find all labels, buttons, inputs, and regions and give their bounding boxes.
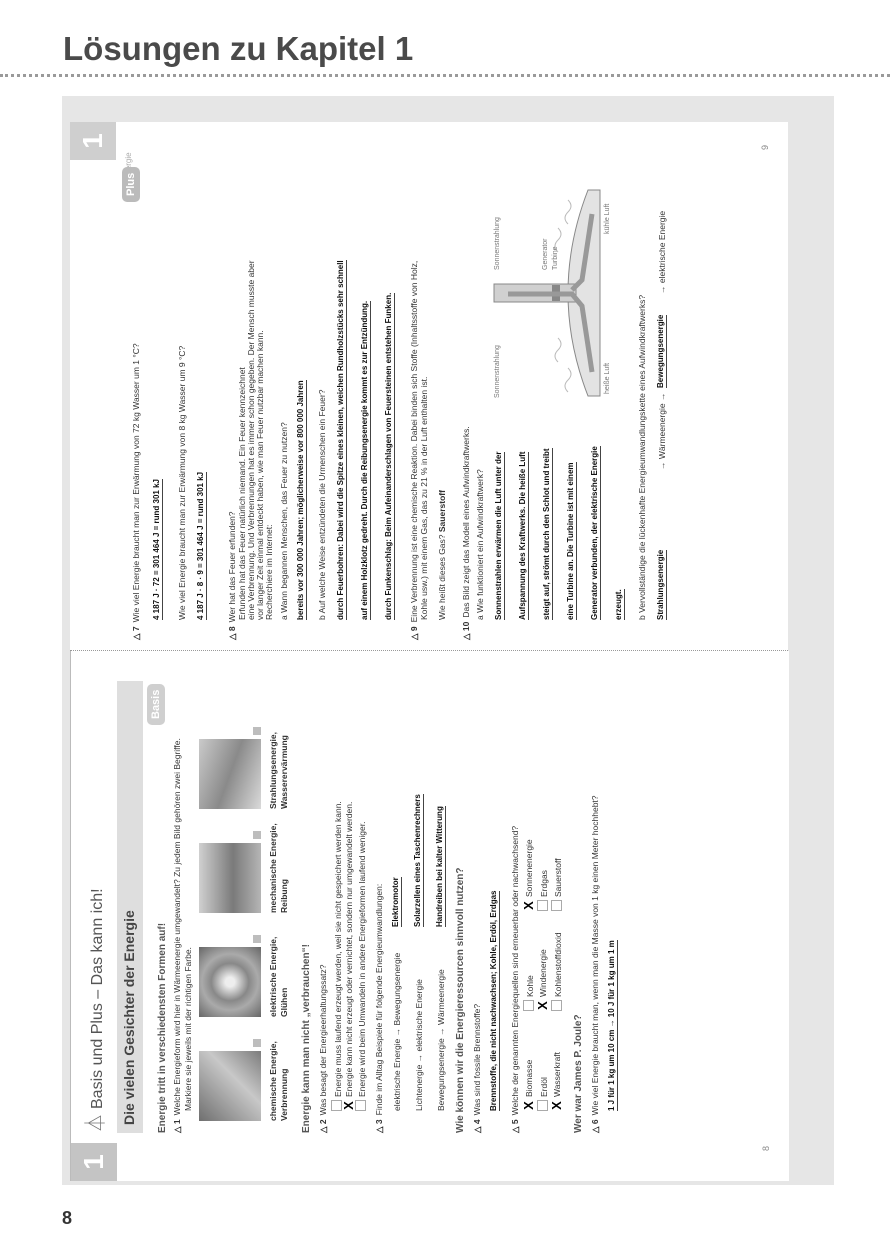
q8-a-text: a Wann begannen Menschen, das Feuer zu nutzen? (279, 422, 289, 620)
q3-answer-3: Handreiben bei kalter Witterung (435, 806, 444, 927)
updraft-plant-diagram (488, 184, 614, 402)
chain-strahlungsenergie: Strahlungsenergie (656, 549, 665, 620)
chapter-header-text: Basis und Plus – Das kann ich! (89, 888, 106, 1109)
q1-line2: Markiere sie jeweils mit der richtigen Farbe. (183, 947, 193, 1111)
label-sun-right: Sonnenstrahlung (494, 217, 501, 270)
chain-elektrische-energie: → elektrische Energie (657, 210, 667, 294)
label-sun-left: Sonnenstrahlung (494, 345, 501, 398)
label-cool-air: kühle Luft (604, 203, 611, 234)
q3-answer-2: Solarzellen eines Taschenrechners (413, 794, 422, 927)
chain-bewegungsenergie: Bewegungsenergie (656, 314, 665, 388)
q5-item-biomasse: XBiomasse (521, 1059, 536, 1110)
q8-b-answer-2: auf einem Holzklotz gedreht. Durch die Reibungsenergie kommt es zur Entzündung. (360, 300, 369, 620)
q5-text: △ 5Welche der genannten Energiequellen sind erneuerbar oder nachwachsend? (510, 825, 520, 1133)
q2-option-1: Energie muss laufend erzeugt werden, weil sie nicht gespeichert werden kann. (331, 801, 344, 1111)
marker-square (253, 1039, 261, 1047)
q5-item-kohle: Kohle (523, 975, 536, 1011)
photo-stove (199, 947, 261, 1017)
q10-a-answer-3: steigt auf, strömt durch den Schlot und treibt (542, 448, 551, 620)
q10-a-text: a Wie funktioniert ein Aufwindkraftwerk? (475, 469, 485, 620)
marker-square (253, 935, 261, 943)
section-bar (117, 681, 143, 1133)
q8-b-answer-1: durch Feuerbohren: Dabei wird die Spitze eines kleinen, weichen Rundholzstücks sehr schnell (336, 260, 345, 620)
q8-b-answer-3: durch Funkenschlag: Beim Aufeinanderschlagen von Feuersteinen entstehen Funken. (384, 292, 393, 620)
q8-intro-2: eine Verbrennung. Und Verbrennungen hat es immer schon gegeben. Der Mensch musste aber (246, 260, 256, 620)
caption-2b: Glühen (279, 987, 289, 1017)
q4-text: △ 4Was sind fossile Brennstoffe? (472, 1003, 482, 1133)
q7-answer: 4 187 J · 72 = 301 464 J = rund 301 kJ (152, 479, 161, 620)
q9-text-1: △ 9Eine Verbrennung ist eine chemische Reaktion. Dabei binden sich Stoffe (Inhaltsstoffe von Holz, (409, 260, 419, 640)
photo-fire (199, 1051, 261, 1121)
chapter-header (79, 888, 108, 1133)
q5-item-wasserkraft: XWasserkraft (549, 1051, 564, 1110)
q10-text: △ 10Das Bild zeigt das Modell eines Aufwindkraftwerks. (461, 426, 471, 640)
dotted-divider (0, 74, 890, 77)
label-turbine: Turbine (552, 246, 559, 270)
q8-b-text: b Auf welche Weise entzündeten die Urmenschen ein Feuer? (317, 389, 327, 620)
q3-label-3: Bewegungsenergie → Wärmeenergie (436, 969, 446, 1111)
triangle-logo-icon: ⏃ (85, 1113, 107, 1133)
caption-1b: Verbrennung (279, 1068, 289, 1121)
q5-item-sonnenenergie: XSonnenenergie (521, 839, 536, 910)
textbook-spread (70, 123, 788, 1181)
label-generator: Generator (542, 238, 549, 270)
q3-answer-1: Elektromotor (391, 877, 400, 927)
photo-bike (199, 843, 261, 913)
caption-3a: mechanische Energie, (268, 823, 278, 913)
heading-conservation: Energie kann man nicht „verbrauchen“! (301, 944, 312, 1133)
q7-text: △ 7Wie viel Energie braucht man zur Erwärmung von 72 kg Wasser um 1 °C? (131, 343, 141, 640)
q5-item-windenergie: XWindenergie (535, 949, 550, 1010)
chapter-tab: 1 (71, 1143, 117, 1181)
q6-text: △ 6Wie viel Energie braucht man, wenn man die Masse von 1 kg einen Meter hochhebt? (590, 795, 600, 1133)
q5-item-kohlenstoffdioxid: Kohlenstoffdioxid (551, 932, 564, 1011)
right-page (70, 122, 788, 651)
chapter-tab-right: 1 (70, 122, 116, 160)
q7-answer-2: 4 187 J · 8 · 9 = 301 464 J = rund 301 kJ (196, 471, 205, 620)
q7-text-2: Wie viel Energie braucht man zur Erwärmung von 8 kg Wasser um 9 °C? (177, 345, 187, 620)
left-page-number: 8 (761, 1145, 771, 1151)
q8-intro-1: Erfunden hat das Feuer natürlich niemand. Ein Feuer kennzeichnet (237, 367, 247, 620)
q3-label-2: Lichtenergie → elektrische Energie (414, 979, 424, 1111)
right-page-number: 9 (760, 144, 770, 150)
q9-text-2: Kohle usw.) mit einem Gas, das zu 21 % in der Luft enthalten ist. (419, 376, 429, 620)
q10-b-text: b Vervollständige die lückenhafte Energieumwandlungskette eines Aufwindkraftwerks? (637, 294, 647, 620)
q3-text: △ 3Finde im Alltag Beispiele für folgende Energieumwandlungen: (374, 883, 384, 1133)
marker-square (253, 831, 261, 839)
q10-a-answer-1: Sonnenstrahlen erwärmen die Luft unter der (494, 451, 503, 620)
q5-item-erdgas: Erdgas (537, 870, 550, 911)
q5-item-sauerstoff: Sauerstoff (551, 858, 564, 911)
label-hot-air: heiße Luft (604, 362, 611, 394)
q8-title: △ 8Wer hat das Feuer erfunden? (227, 511, 237, 640)
caption-4a: Strahlungsenergie, (268, 732, 278, 809)
caption-2a: elektrische Energie, (268, 936, 278, 1017)
page-number: 8 (62, 1208, 73, 1228)
photo-water (199, 739, 261, 809)
section-title: Die vielen Gesichter der Energie (121, 910, 137, 1125)
q3-label-1: elektrische Energie → Bewegungsenergie (392, 952, 402, 1111)
heading-joule: Wer war James P. Joule? (573, 1014, 584, 1133)
q5-item-erdoel: Erdöl (537, 1077, 550, 1111)
q2-text: △ 2Was besagt der Energieerhaltungssatz? (318, 964, 328, 1133)
q10-a-answer-4: eine Turbine an. Die Turbine ist mit einem (566, 462, 575, 620)
q1-line1: △ 1Welche Energieform wird hier in Wärmeenergie umgewandelt? Zu jedem Bild gehören zwei Begriffe. (172, 738, 182, 1133)
marker-square (253, 727, 261, 735)
q9-answer: Sauerstoff (437, 490, 447, 533)
caption-3b: Reibung (279, 879, 289, 913)
heading-forms: Energie tritt in verschiedensten Formen auf! (157, 922, 168, 1133)
q2-option-3: Energie wird beim Umwandeln in andere Energieformen laufend weniger. (355, 822, 368, 1111)
q9-question: Wie heißt dieses Gas? Sauerstoff (437, 490, 447, 620)
q8-intro-4: Recherchiere im Internet: (264, 524, 274, 620)
q6-answer: 1 J für 1 kg um 10 cm → 10 J für 1 kg um 1 m (607, 940, 616, 1111)
q8-a-answer: bereits vor 300 000 Jahren; möglicherweise vor 800 000 Jahren (296, 380, 305, 620)
heading-resources: Wie können wir die Energieressourcen sinnvoll nutzen? (455, 867, 466, 1133)
caption-1a: chemische Energie, (268, 1041, 278, 1121)
left-page (70, 651, 789, 1181)
q10-a-answer-2: Aufspannung des Kraftwerks. Die heiße Luft (518, 451, 527, 620)
caption-4b: Wasserervärmung (279, 735, 289, 809)
q10-a-answer-5: Generator verbunden, der elektrische Energie (590, 446, 599, 620)
page-title: Lösungen zu Kapitel 1 (63, 30, 414, 67)
q8-intro-3: vor langer Zeit einmal entdeckt haben, wie man Feuer nutzbar machen kann. (255, 330, 265, 620)
basis-badge: Basis (147, 684, 165, 725)
q2-option-2: XEnergie kann nicht erzeugt oder vernichtet, sondern nur umgewandelt werden. (341, 801, 356, 1110)
chain-waermeenergie: → Wärmeenergie → (657, 392, 667, 470)
q4-answer: Brennstoffe, die nicht nachwachsen; Kohle, Erdöl, Erdgas (489, 890, 498, 1111)
plus-badge: Plus (122, 167, 140, 202)
q10-a-answer-6: erzeugt. (614, 589, 623, 620)
